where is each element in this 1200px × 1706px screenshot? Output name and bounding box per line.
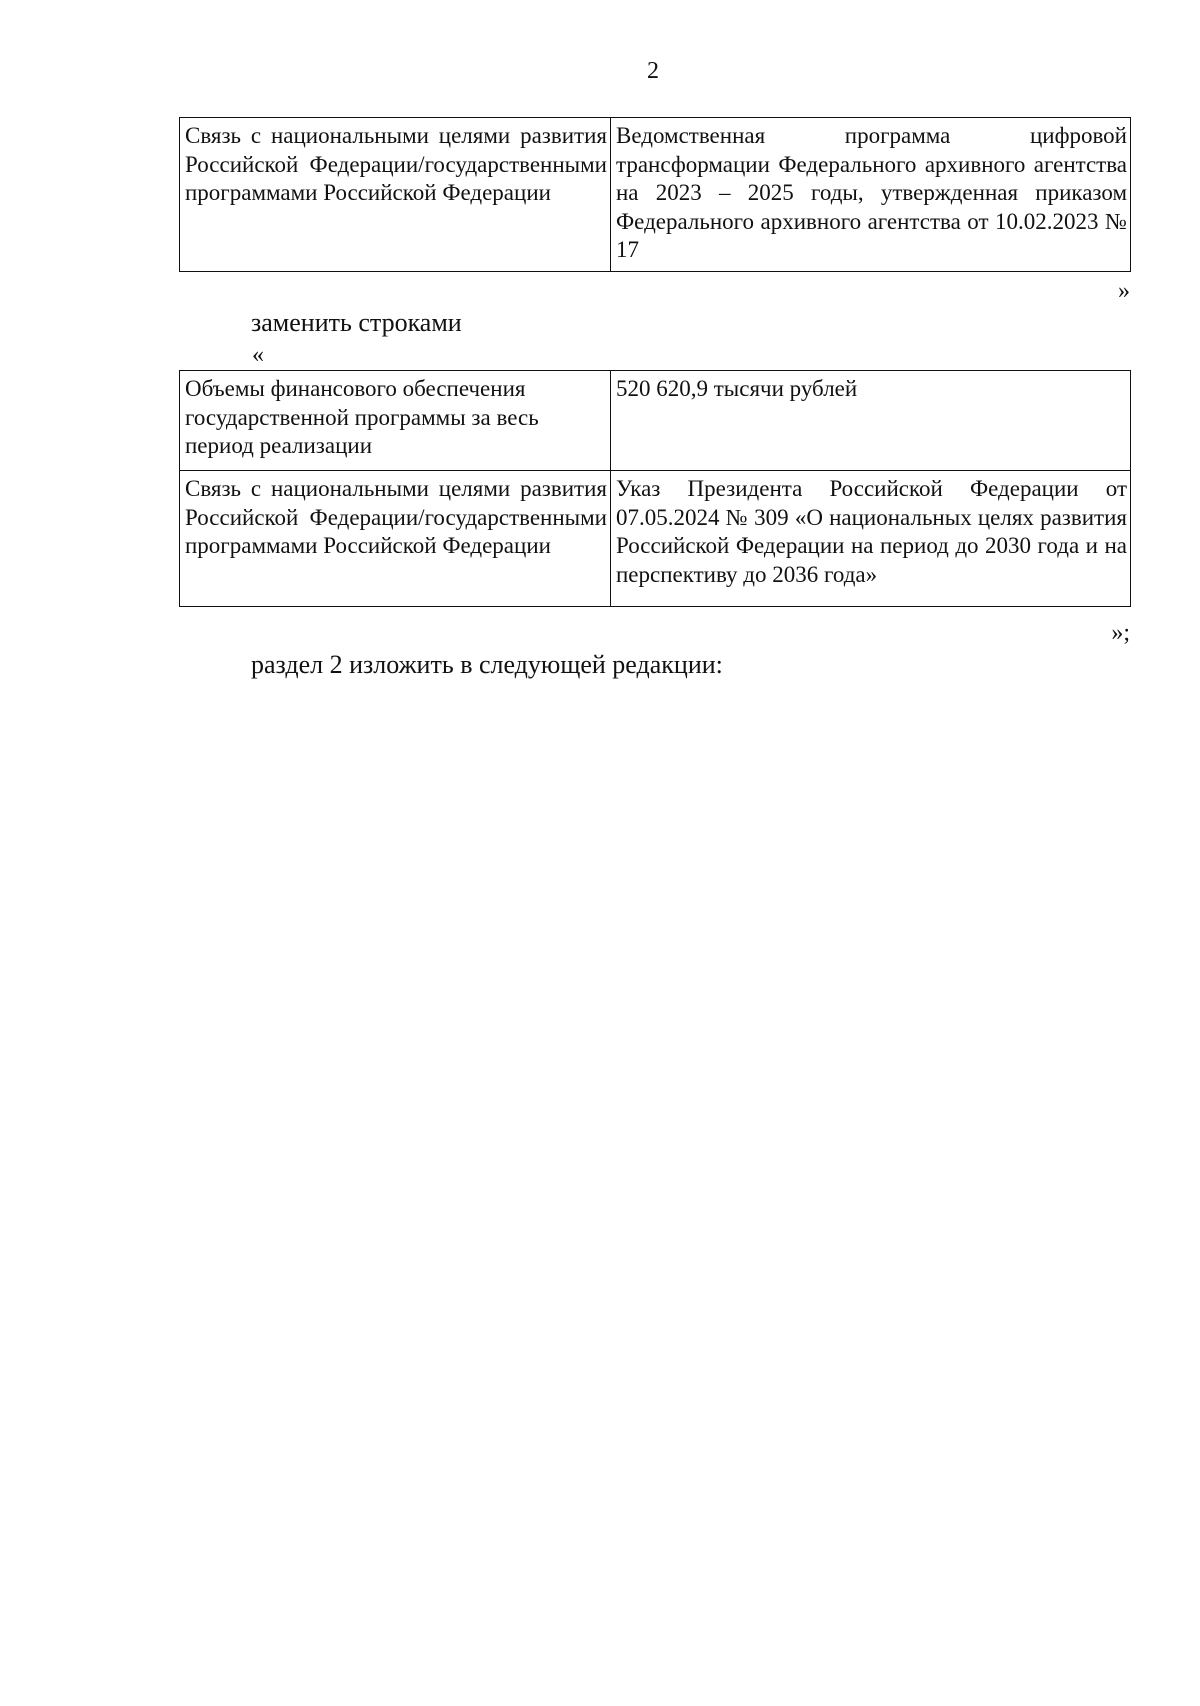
closing-quote-semicolon: »; [1111,620,1130,646]
closing-quote: » [1118,278,1130,304]
table-row [180,118,1131,272]
instruction-replace-rows: заменить строками [251,308,462,337]
table-row [180,471,1131,607]
amended-table-old-rows [179,117,1131,272]
table-row [180,371,1131,471]
row-label-national-goals: Связь с национальными целями развития Российской Федерации/государственными программами Российской Федерации [180,118,611,272]
row-value-departmental-program: Ведомственная программа цифровой трансформации Федерального архивного агентства на 2023 – 2025 годы, утвержденная приказом Федерального архивного агентства от 10.02.2023 № 17 [611,118,1131,272]
instruction-section-2: раздел 2 изложить в следующей редакции: [251,650,723,679]
row-label-funding-volume: Объемы финансового обеспечения государственной программы за весь период реализации [180,371,611,471]
row-value-funding-amount: 520 620,9 тысячи рублей [611,371,1131,471]
row-label-national-goals: Связь с национальными целями развития Российской Федерации/государственными программами Российской Федерации [180,471,611,607]
page-number: 2 [647,58,659,84]
opening-quote: « [252,342,264,368]
row-value-presidential-decree: Указ Президента Российской Федерации от 07.05.2024 № 309 «О национальных целях развития Российской Федерации на период до 2030 года и на перспективу до 2036 года» [611,471,1131,607]
amended-table-new-rows [179,370,1131,607]
